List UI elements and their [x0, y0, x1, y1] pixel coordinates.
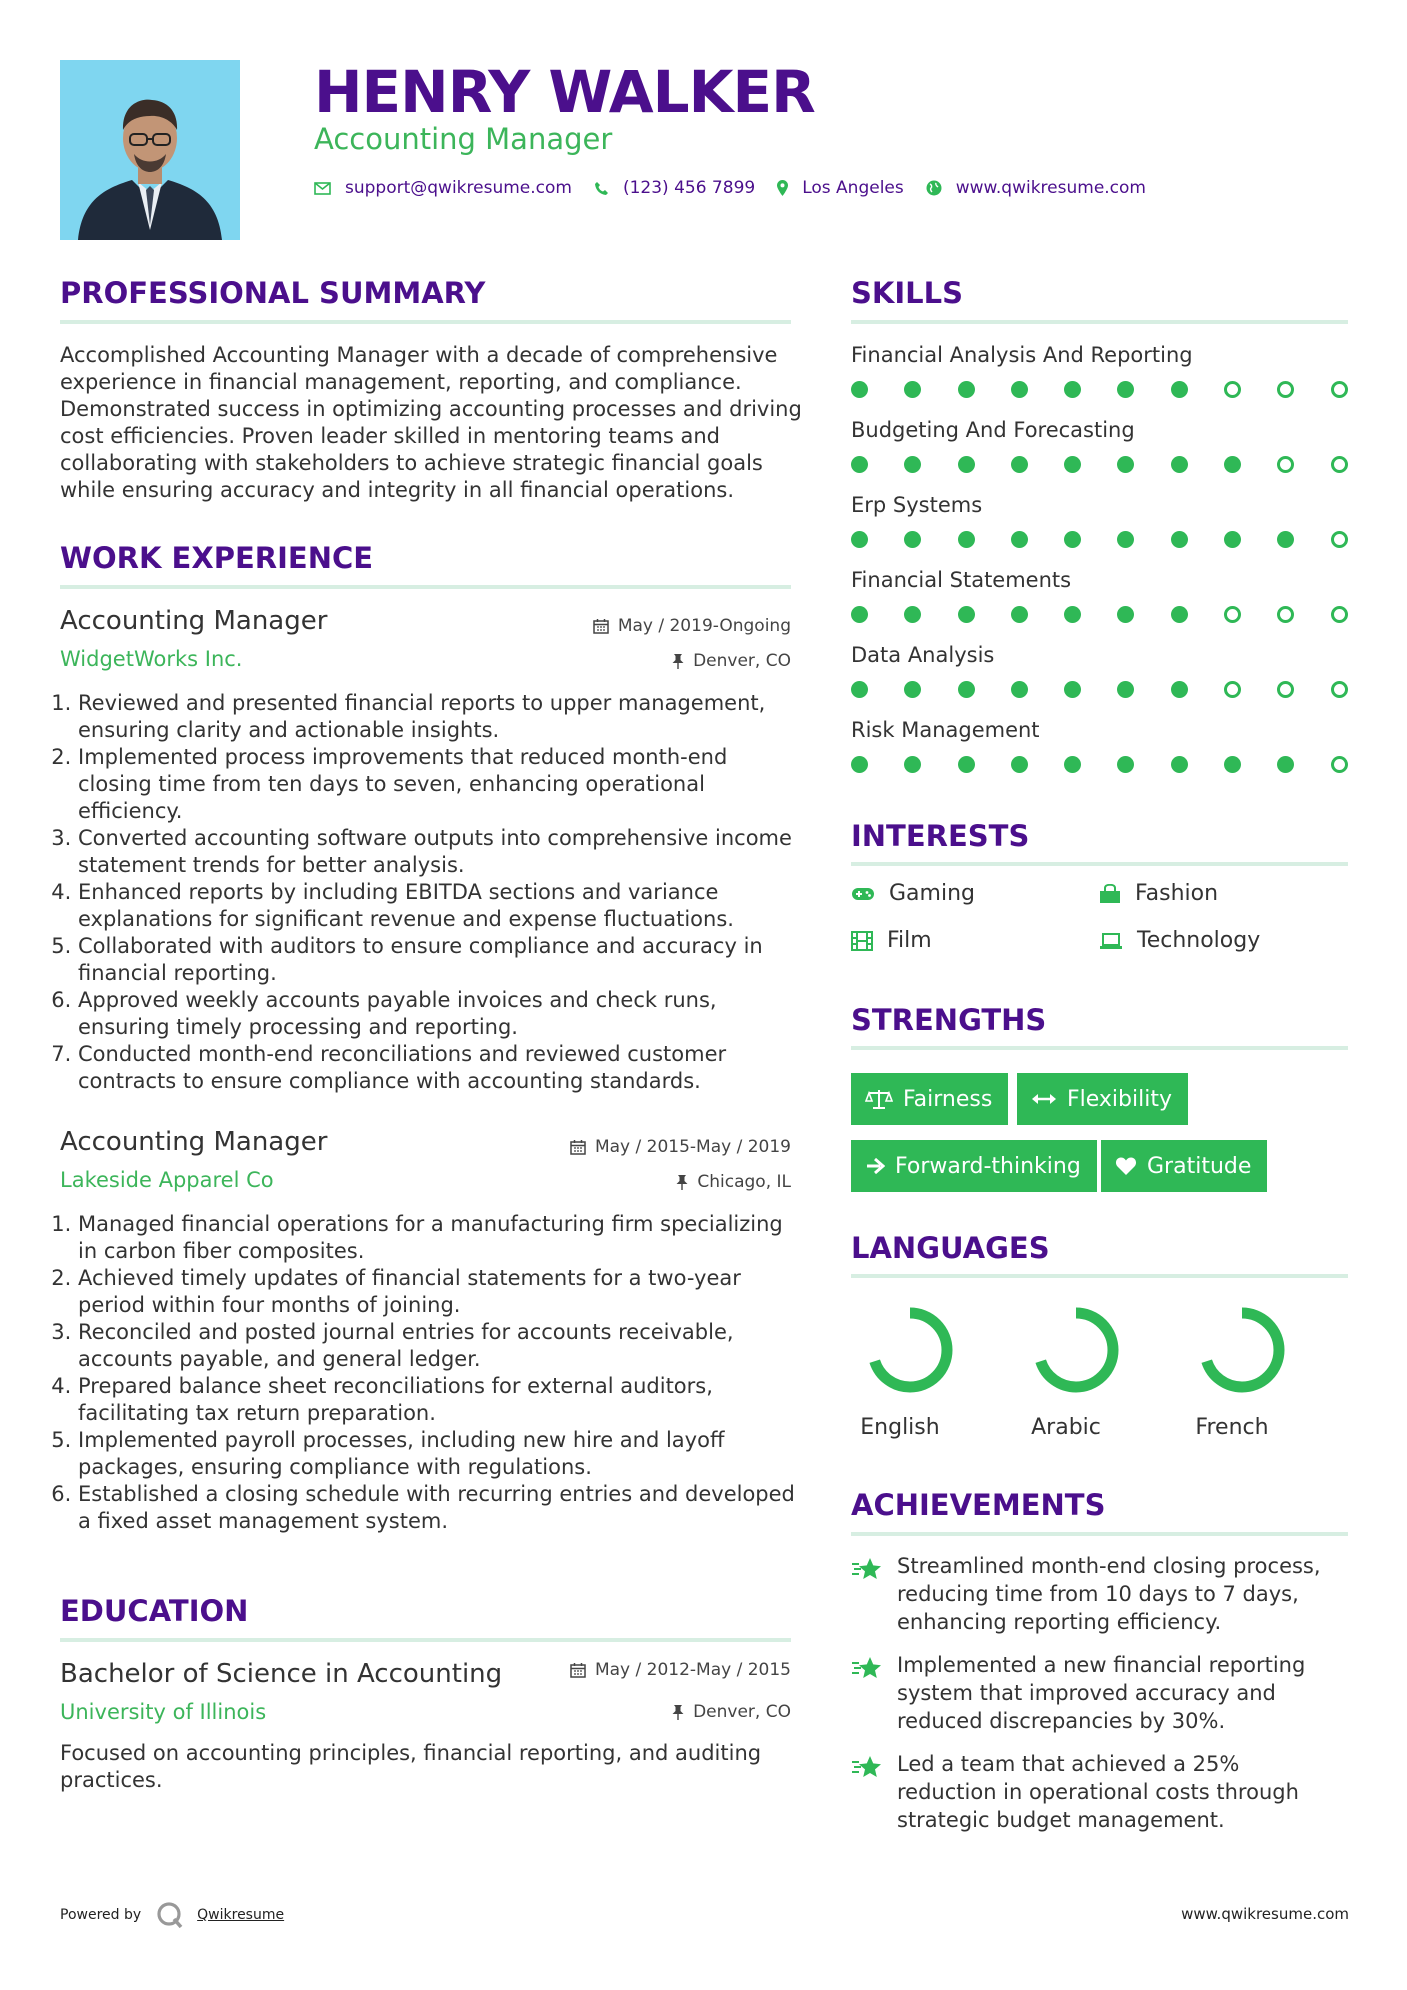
balance-scale-icon — [865, 1088, 893, 1110]
achievement-item — [851, 1750, 1321, 1834]
job-dates-text: May / 2015-May / 2019 — [594, 1137, 791, 1157]
rating-dot-filled — [1224, 456, 1241, 473]
rating-dot-empty — [1331, 606, 1348, 623]
skill-name: Financial Statements — [851, 568, 1072, 592]
interest-gaming — [851, 881, 975, 906]
education-location-text: Denver, CO — [693, 1702, 791, 1722]
interests-heading: INTERESTS — [851, 819, 1030, 853]
job-dates — [570, 1137, 791, 1157]
job-2-responsibilities — [60, 1211, 800, 1535]
rating-dot-empty — [1224, 681, 1241, 698]
contact-phone[interactable] — [594, 178, 755, 198]
envelope-icon — [314, 182, 331, 195]
language-item — [1182, 1300, 1302, 1404]
languages-heading: LANGUAGES — [851, 1231, 1050, 1265]
skills-divider — [851, 320, 1348, 324]
rating-dot-filled — [1064, 756, 1081, 773]
rating-dot-filled — [904, 456, 921, 473]
rating-dot-filled — [904, 606, 921, 623]
rating-dot-filled — [1277, 756, 1294, 773]
rating-dot-filled — [958, 381, 975, 398]
language-label: Arabic — [1031, 1415, 1101, 1440]
interest-fashion — [1099, 881, 1218, 906]
job-dates-text: May / 2019-Ongoing — [617, 616, 791, 636]
rating-dot-filled — [958, 756, 975, 773]
skill-rating — [851, 606, 1384, 623]
film-icon — [851, 931, 873, 951]
list-item: 1. Managed financial operations for a manufacturing firm specializing in carbon fiber composites. — [78, 1211, 800, 1265]
job-1-responsibilities — [60, 690, 800, 1095]
list-item: 5. Collaborated with auditors to ensure compliance and accuracy in financial reporting. — [78, 933, 800, 987]
rating-dot-filled — [851, 456, 868, 473]
rating-dot-empty — [1331, 681, 1348, 698]
job-location-text: Chicago, IL — [697, 1172, 791, 1192]
education-description: Focused on accounting principles, financial reporting, and auditing practices. — [60, 1741, 762, 1792]
education-heading: EDUCATION — [60, 1594, 249, 1628]
skill-name: Data Analysis — [851, 643, 995, 667]
list-item: 6. Established a closing schedule with recurring entries and developed a fixed asset management system. — [78, 1481, 800, 1535]
job-title: Accounting Manager — [60, 1127, 328, 1157]
skill-name: Erp Systems — [851, 493, 983, 517]
list-item: 4. Prepared balance sheet reconciliations for external auditors, facilitating tax return preparation. — [78, 1373, 800, 1427]
contact-email[interactable] — [314, 178, 572, 198]
rating-dot-filled — [1117, 381, 1134, 398]
experience-divider — [60, 585, 791, 589]
interest-label: Gaming — [889, 881, 975, 906]
skill-name: Risk Management — [851, 718, 1040, 742]
profile-photo — [60, 60, 240, 240]
rating-dot-filled — [958, 531, 975, 548]
interest-label: Film — [887, 928, 932, 953]
calendar-icon — [570, 1139, 586, 1155]
rating-dot-filled — [1064, 381, 1081, 398]
job-location — [672, 651, 791, 671]
education-dates-text: May / 2012-May / 2015 — [594, 1660, 791, 1680]
language-item — [1016, 1300, 1136, 1404]
list-item: 5. Implemented payroll processes, including new hire and layoff packages, ensuring compliance with regulations. — [78, 1427, 800, 1481]
skill-rating — [851, 456, 1384, 473]
rating-dot-filled — [1011, 381, 1028, 398]
pin-icon — [672, 1704, 684, 1720]
skill-rating — [851, 756, 1384, 773]
language-item — [850, 1300, 970, 1404]
list-item: 2. Implemented process improvements that reduced month-end closing time from ten days to seven, enhancing operational efficiency. — [78, 744, 800, 825]
rating-dot-empty — [1331, 381, 1348, 398]
website-text: www.qwikresume.com — [955, 178, 1146, 198]
rating-dot-filled — [1171, 531, 1188, 548]
achievements-divider — [851, 1532, 1348, 1536]
language-progress-ring — [1026, 1300, 1126, 1400]
contact-website[interactable] — [926, 178, 1146, 198]
rating-dot-filled — [1011, 531, 1028, 548]
list-item: 6. Approved weekly accounts payable invoices and check runs, ensuring timely processing and reporting. — [78, 987, 800, 1041]
rating-dot-filled — [1117, 531, 1134, 548]
rating-dot-filled — [1224, 531, 1241, 548]
job-location-text: Denver, CO — [693, 651, 791, 671]
rating-dot-filled — [1171, 606, 1188, 623]
interests-divider — [851, 862, 1348, 866]
pin-icon — [676, 1174, 688, 1190]
rating-dot-filled — [1117, 456, 1134, 473]
phone-icon — [594, 181, 609, 196]
arrows-horizontal-icon — [1031, 1092, 1057, 1106]
star-icon — [851, 1754, 883, 1782]
summary-text: Accomplished Accounting Manager with a decade of comprehensive experience in financial management, reporting, and compliance. Demonstrated success in optimizing accounting processes and driving cost efficiencies. Proven leader skilled in mentoring teams and collaborating with stakeholders to achieve strategic financial goals while ensuring accuracy and integrity in all financial operations. — [60, 343, 802, 502]
skill-name: Financial Analysis And Reporting — [851, 343, 1193, 367]
skill-rating — [851, 681, 1384, 698]
language-progress-ring — [1192, 1300, 1292, 1400]
contact-location — [777, 178, 904, 198]
calendar-icon — [570, 1662, 586, 1678]
rating-dot-empty — [1277, 381, 1294, 398]
rating-dot-empty — [1277, 681, 1294, 698]
education-location — [672, 1702, 791, 1722]
footer-branding — [60, 1900, 284, 1930]
rating-dot-filled — [1171, 456, 1188, 473]
contact-bar — [314, 178, 1168, 198]
email-text: support@qwikresume.com — [345, 178, 572, 198]
list-item: 4. Enhanced reports by including EBITDA sections and variance explanations for significant revenue and expense fluctuations. — [78, 879, 800, 933]
star-icon — [851, 1655, 883, 1683]
list-item: 1. Reviewed and presented financial reports to upper management, ensuring clarity and actionable insights. — [78, 690, 800, 744]
strength-label: Forward-thinking — [895, 1153, 1081, 1179]
rating-dot-empty — [1224, 606, 1241, 623]
strength-label: Flexibility — [1067, 1086, 1172, 1112]
achievement-text: Led a team that achieved a 25% reduction in operational costs through strategic budget management. — [897, 1752, 1299, 1832]
star-icon — [851, 1556, 883, 1584]
interest-film — [851, 928, 932, 953]
rating-dot-filled — [1171, 681, 1188, 698]
rating-dot-filled — [904, 756, 921, 773]
rating-dot-filled — [904, 381, 921, 398]
rating-dot-filled — [1277, 531, 1294, 548]
company-name: Lakeside Apparel Co — [60, 1168, 274, 1192]
shopping-bag-icon — [1099, 884, 1121, 904]
phone-text: (123) 456 7899 — [622, 178, 756, 198]
language-label: French — [1195, 1415, 1269, 1440]
pin-icon — [672, 653, 684, 669]
rating-dot-empty — [1224, 381, 1241, 398]
interest-label: Technology — [1137, 928, 1261, 953]
rating-dot-empty — [1277, 456, 1294, 473]
language-progress-ring — [860, 1300, 960, 1400]
rating-dot-filled — [1011, 756, 1028, 773]
achievement-text: Streamlined month-end closing process, reducing time from 10 days to 7 days, enhancing reporting efficiency. — [897, 1554, 1321, 1634]
list-item: 3. Reconciled and posted journal entries for accounts receivable, accounts payable, and general ledger. — [78, 1319, 800, 1373]
summary-divider — [60, 320, 791, 324]
rating-dot-filled — [904, 531, 921, 548]
powered-by-text: Powered by — [60, 1907, 142, 1923]
location-text: Los Angeles — [802, 178, 904, 198]
job-dates — [593, 616, 791, 636]
strength-label: Fairness — [903, 1086, 993, 1112]
strength-badge-forward-thinking — [851, 1140, 1097, 1192]
rating-dot-filled — [1011, 606, 1028, 623]
candidate-name: HENRY WALKER — [314, 58, 815, 126]
rating-dot-filled — [1171, 756, 1188, 773]
rating-dot-filled — [1011, 456, 1028, 473]
qwikresume-logo-icon — [155, 1900, 185, 1930]
achievement-item — [851, 1651, 1321, 1735]
candidate-role: Accounting Manager — [314, 122, 613, 156]
school-name: University of Illinois — [60, 1700, 267, 1724]
rating-dot-filled — [851, 756, 868, 773]
rating-dot-filled — [851, 681, 868, 698]
strengths-heading: STRENGTHS — [851, 1003, 1047, 1037]
strength-badge-fairness — [851, 1073, 1008, 1125]
footer-url[interactable]: www.qwikresume.com — [1181, 1905, 1349, 1923]
rating-dot-filled — [1011, 681, 1028, 698]
rating-dot-filled — [1064, 456, 1081, 473]
strength-label: Gratitude — [1147, 1153, 1252, 1179]
languages-divider — [851, 1274, 1348, 1278]
rating-dot-filled — [1064, 681, 1081, 698]
map-marker-icon — [777, 180, 788, 196]
education-dates — [570, 1660, 791, 1680]
interest-label: Fashion — [1135, 881, 1219, 906]
rating-dot-filled — [851, 531, 868, 548]
achievement-text: Implemented a new financial reporting system that improved accuracy and reduced discrepancies by 30%. — [897, 1653, 1306, 1733]
skill-rating — [851, 531, 1384, 548]
company-name: WidgetWorks Inc. — [60, 647, 243, 671]
job-location — [676, 1172, 791, 1192]
rating-dot-filled — [958, 456, 975, 473]
rating-dot-empty — [1331, 456, 1348, 473]
achievements-heading: ACHIEVEMENTS — [851, 1488, 1106, 1522]
heart-icon — [1115, 1156, 1137, 1176]
experience-heading: WORK EXPERIENCE — [60, 541, 374, 575]
degree-title: Bachelor of Science in Accounting — [60, 1659, 503, 1689]
gamepad-icon — [851, 886, 875, 902]
rating-dot-filled — [904, 681, 921, 698]
arrow-right-icon — [865, 1157, 885, 1175]
qwikresume-link[interactable]: Qwikresume — [197, 1907, 285, 1923]
strength-badge-gratitude — [1101, 1140, 1267, 1192]
laptop-icon — [1099, 932, 1123, 950]
calendar-icon — [593, 618, 609, 634]
rating-dot-filled — [958, 681, 975, 698]
rating-dot-filled — [1064, 606, 1081, 623]
list-item: 3. Converted accounting software outputs into comprehensive income statement trends for better analysis. — [78, 825, 800, 879]
rating-dot-filled — [851, 381, 868, 398]
strengths-divider — [851, 1046, 1348, 1050]
summary-heading: PROFESSIONAL SUMMARY — [60, 276, 486, 310]
interest-technology — [1099, 928, 1260, 953]
rating-dot-filled — [1117, 606, 1134, 623]
rating-dot-filled — [1117, 756, 1134, 773]
rating-dot-filled — [1117, 681, 1134, 698]
rating-dot-filled — [851, 606, 868, 623]
rating-dot-empty — [1331, 756, 1348, 773]
list-item: 7. Conducted month-end reconciliations and reviewed customer contracts to ensure compliance with accounting standards. — [78, 1041, 800, 1095]
rating-dot-empty — [1331, 531, 1348, 548]
strength-badge-flexibility — [1017, 1073, 1188, 1125]
rating-dot-filled — [1171, 381, 1188, 398]
language-label: English — [860, 1415, 940, 1440]
skills-heading: SKILLS — [851, 276, 963, 310]
rating-dot-empty — [1277, 606, 1294, 623]
rating-dot-filled — [958, 606, 975, 623]
globe-icon — [926, 180, 942, 196]
education-divider — [60, 1638, 791, 1642]
achievement-item — [851, 1552, 1321, 1636]
skill-name: Budgeting And Forecasting — [851, 418, 1135, 442]
list-item: 2. Achieved timely updates of financial statements for a two-year period within four months of joining. — [78, 1265, 800, 1319]
rating-dot-filled — [1224, 756, 1241, 773]
rating-dot-filled — [1064, 531, 1081, 548]
job-title: Accounting Manager — [60, 606, 328, 636]
skill-rating — [851, 381, 1384, 398]
